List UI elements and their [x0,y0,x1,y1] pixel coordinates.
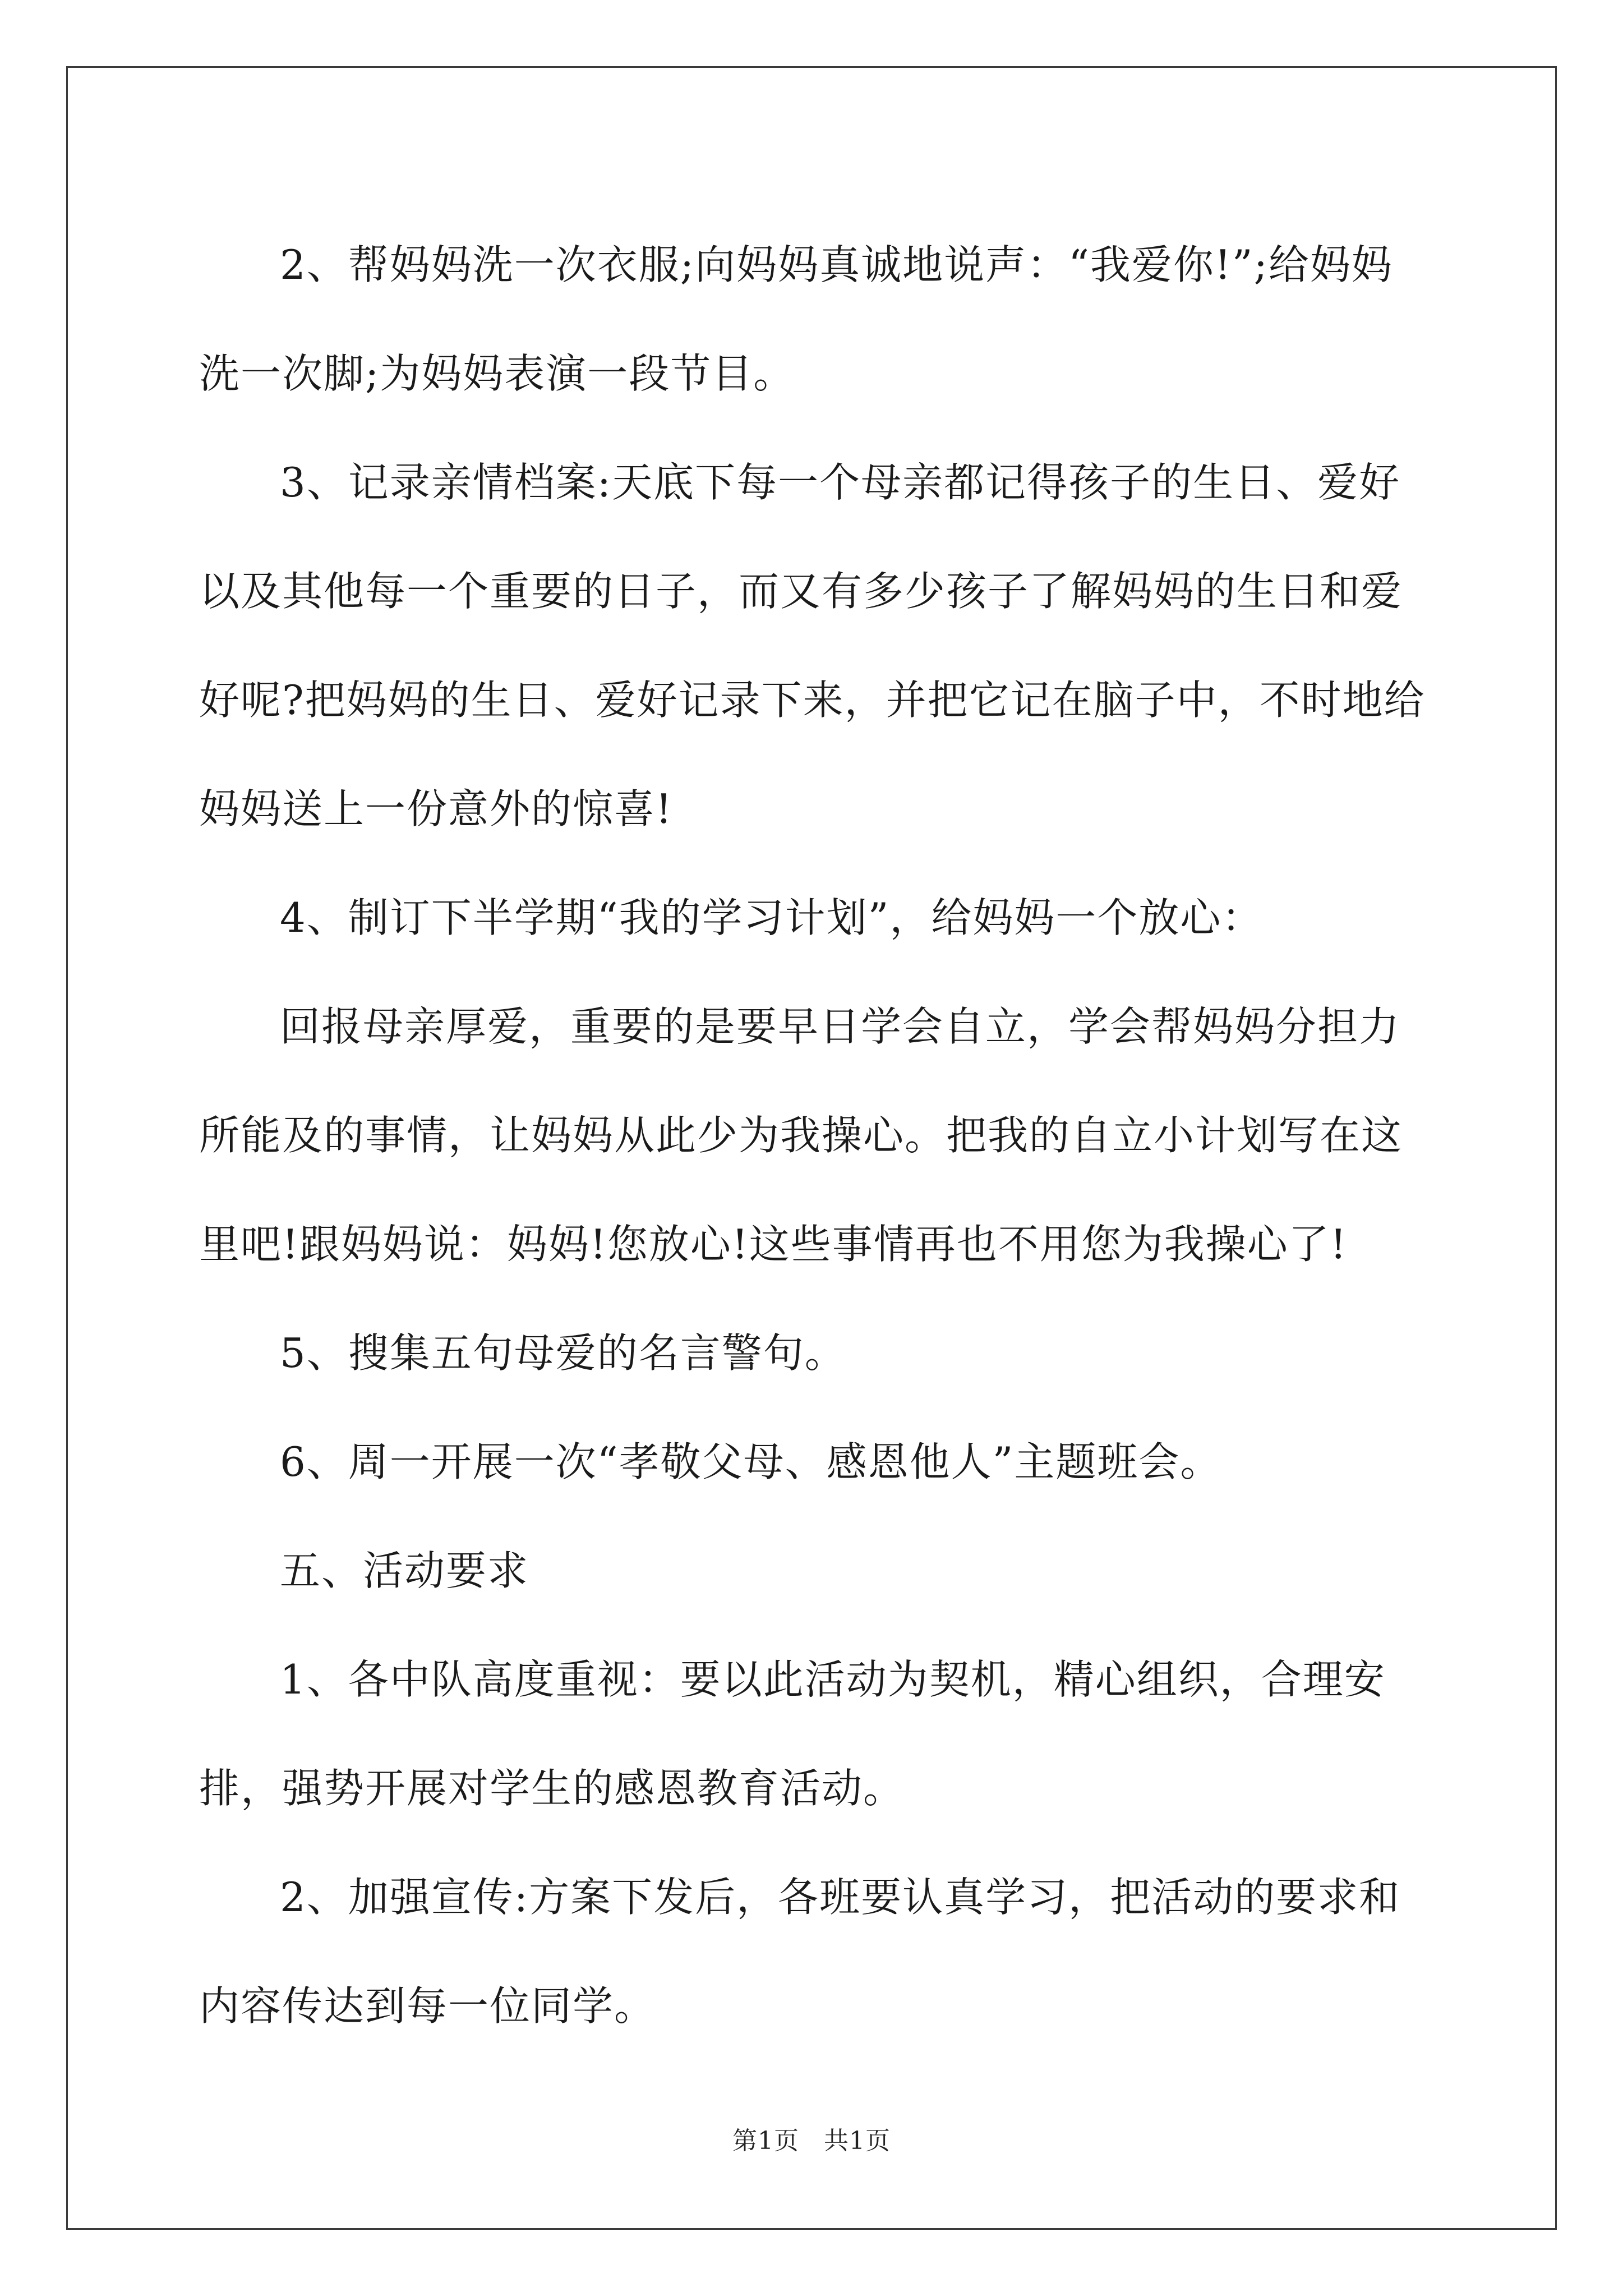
paragraph-self-reliance: 回报母亲厚爱，重要的是要早日学会自立，学会帮妈妈分担力所能及的事情，让妈妈从此少为我操心。把我的自立小计划写在这里吧!跟妈妈说：妈妈!您放心!这些事情再也不用您为我操心了! [199,1003,1403,1268]
page-number: 第1页 [732,2127,799,2155]
section-heading-requirements: 五、活动要求 [280,1547,529,1594]
paragraph-requirement-2: 2、加强宣传:方案下发后，各班要认真学习，把活动的要求和内容传达到每一位同学。 [199,1874,1401,2030]
document-body [199,210,1427,2060]
page-total: 共1页 [824,2127,891,2155]
paragraph-item-3: 3、记录亲情档案:天底下每一个母亲都记得孩子的生日、爱好以及其他每一个重要的日子，而又有多少孩子了解妈妈的生日和爱好呢?把妈妈的生日、爱好记录下来，并把它记在脑子中，不时地给妈妈送上一份意外的惊喜! [199,459,1426,832]
paragraph-item-2: 2、帮妈妈洗一次衣服;向妈妈真诚地说声：“我爱你!”;给妈妈洗一次脚;为妈妈表演一段节目。 [199,241,1393,397]
paragraph-item-6: 6、周一开展一次“孝敬父母、感恩他人”主题班会。 [280,1438,1222,1485]
page-footer [0,2120,1623,2156]
paragraph-requirement-1: 1、各中队高度重视：要以此活动为契机，精心组织，合理安排，强势开展对学生的感恩教育活动。 [199,1656,1386,1812]
paragraph-item-4: 4、制订下半学期“我的学习计划”，给妈妈一个放心： [280,894,1264,941]
paragraph-item-5: 5、搜集五句母爱的名言警句。 [280,1329,846,1377]
